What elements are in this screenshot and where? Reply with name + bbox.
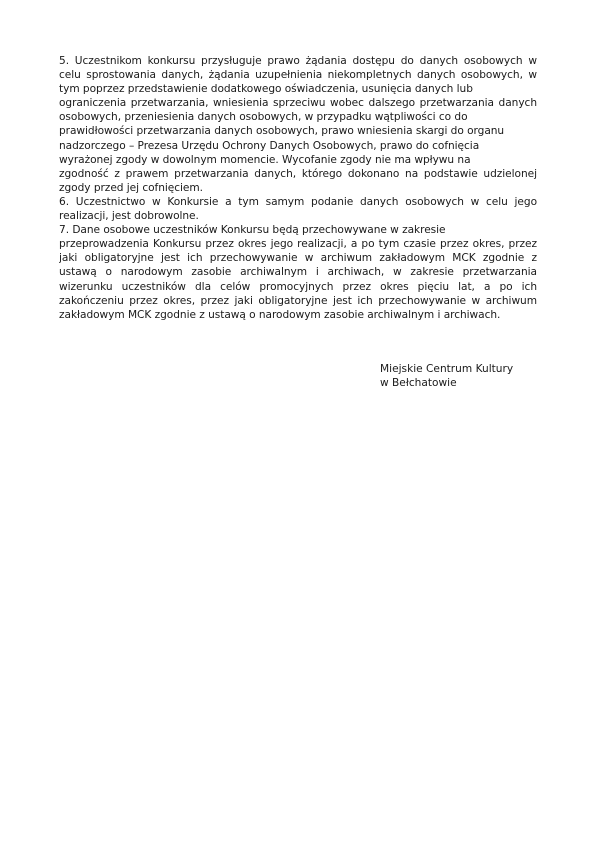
text-line: ustawą o narodowym zasobie archiwalnym i archiwach, w zakresie przetwarzania [59, 266, 537, 279]
text-line: wyrażonej zgody w dowolnym momencie. Wycofanie zgody nie ma wpływu na [59, 153, 471, 166]
text-line: jaki obligatoryjne jest ich przechowywanie w archiwum zakładowym MCK zgodnie z [59, 252, 537, 265]
signature-block [380, 362, 513, 390]
text-line: zakładowym MCK zgodnie z ustawą o narodowym zasobie archiwalnym i archiwach. [59, 308, 501, 321]
text-line: zgody przed jej cofnięciem. [59, 181, 203, 194]
text-line: prawidłowości przetwarzania danych osobowych, prawo wniesienia skargi do organu [59, 125, 505, 138]
document-body [59, 54, 537, 322]
text-line: 6. Uczestnictwo w Konkursie a tym samym podanie danych osobowych w celu jego [59, 195, 537, 208]
text-line: tym poprzez przedstawienie dodatkowego oświadczenia, usunięcia danych lub [59, 83, 473, 96]
signature-city: w Bełchatowie [380, 377, 457, 390]
text-line: zgodność z prawem przetwarzania danych, którego dokonano na podstawie udzielonej [59, 167, 537, 180]
signature-organization: Miejskie Centrum Kultury [380, 363, 514, 375]
text-line: ograniczenia przetwarzania, wniesienia sprzeciwu wobec dalszego przetwarzania danych [59, 97, 537, 110]
text-line: nadzorczego – Prezesa Urzędu Ochrony Danych Osobowych, prawo do cofnięcia [59, 139, 480, 152]
text-line: przeprowadzenia Konkursu przez okres jego realizacji, a po tym czasie przez okres, przez [59, 238, 537, 251]
text-line: celu sprostowania danych, żądania uzupełnienia niekompletnych danych osobowych, w [59, 69, 537, 82]
text-line: wizerunku uczestników dla celów promocyjnych przez okres pięciu lat, a po ich [59, 280, 537, 293]
text-line: osobowych, przeniesienia danych osobowych, w przypadku wątpliwości co do [59, 111, 468, 124]
text-line: zakończeniu przez okres, przez jaki obligatoryjne jest ich przechowywanie w archiwum [59, 294, 537, 307]
text-line: realizacji, jest dobrowolne. [59, 210, 199, 223]
text-line: 7. Dane osobowe uczestników Konkursu będą przechowywane w zakresie [59, 224, 446, 237]
text-line: 5. Uczestnikom konkursu przysługuje prawo żądania dostępu do danych osobowych w [59, 55, 537, 67]
